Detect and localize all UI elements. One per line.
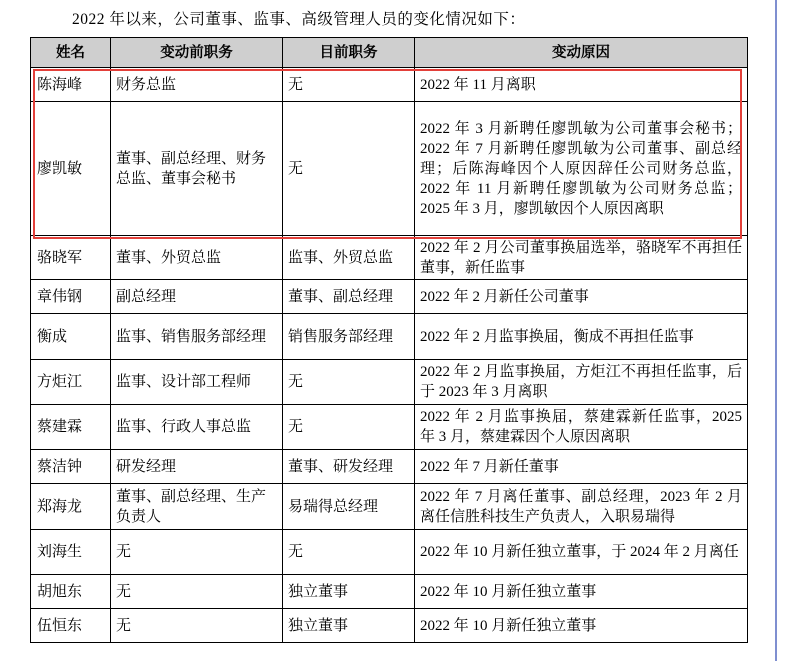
cell-name: 蔡建霖 [31,405,111,450]
table-row [31,360,748,405]
cell-current: 无 [283,360,415,405]
cell-name: 骆晓军 [31,236,111,280]
cell-current: 销售服务部经理 [283,314,415,360]
table-row [31,280,748,314]
cell-current: 易瑞得总经理 [283,484,415,530]
cell-current: 董事、副总经理 [283,280,415,314]
table-row [31,405,748,450]
cell-before: 董事、副总经理、财务总监、董事会秘书 [111,102,283,236]
page-frame-line [775,0,777,661]
cell-name: 刘海生 [31,530,111,575]
personnel-change-table [30,37,748,643]
cell-reason: 2022 年 11 月离职 [415,68,748,102]
cell-name: 廖凯敏 [31,102,111,236]
cell-before: 董事、副总经理、生产负责人 [111,484,283,530]
cell-reason: 2022 年 7 月离任董事、副总经理，2023 年 2 月离任信胜科技生产负责人，入职易瑞得 [415,484,748,530]
cell-before: 研发经理 [111,450,283,484]
cell-before: 监事、销售服务部经理 [111,314,283,360]
intro-text: 2022 年以来，公司董事、监事、高级管理人员的变化情况如下： [72,11,526,28]
cell-current: 董事、研发经理 [283,450,415,484]
cell-before: 无 [111,575,283,609]
cell-before: 监事、行政人事总监 [111,405,283,450]
cell-name: 陈海峰 [31,68,111,102]
cell-reason: 2022 年 10 月新任独立董事 [415,609,748,643]
cell-before: 无 [111,609,283,643]
cell-current: 独立董事 [283,609,415,643]
table-row [31,484,748,530]
header-name: 姓名 [31,38,111,68]
cell-before: 无 [111,530,283,575]
table-row [31,530,748,575]
cell-current: 无 [283,102,415,236]
cell-current: 无 [283,68,415,102]
table-row [31,68,748,102]
table-row [31,314,748,360]
cell-before: 董事、外贸总监 [111,236,283,280]
cell-before: 财务总监 [111,68,283,102]
header-current: 目前职务 [283,38,415,68]
cell-reason: 2022 年 2 月新任公司董事 [415,280,748,314]
cell-name: 伍恒东 [31,609,111,643]
header-before: 变动前职务 [111,38,283,68]
table-header-row [31,38,748,68]
cell-current: 无 [283,405,415,450]
cell-before: 监事、设计部工程师 [111,360,283,405]
cell-reason: 2022 年 2 月监事换届，蔡建霖新任监事，2025 年 3 月，蔡建霖因个人原因离职 [415,405,748,450]
cell-before: 副总经理 [111,280,283,314]
cell-name: 衡成 [31,314,111,360]
cell-reason: 2022 年 7 月新任董事 [415,450,748,484]
cell-name: 蔡洁钟 [31,450,111,484]
cell-name: 方炬江 [31,360,111,405]
header-reason: 变动原因 [415,38,748,68]
table-row [31,609,748,643]
cell-current: 监事、外贸总监 [283,236,415,280]
cell-current: 独立董事 [283,575,415,609]
cell-reason: 2022 年 2 月监事换届，衡成不再担任监事 [415,314,748,360]
cell-current: 无 [283,530,415,575]
cell-reason: 2022 年 10 月新任独立董事，于 2024 年 2 月离任 [415,530,748,575]
cell-name: 章伟钢 [31,280,111,314]
table-row [31,450,748,484]
cell-name: 胡旭东 [31,575,111,609]
table-row [31,575,748,609]
cell-name: 郑海龙 [31,484,111,530]
cell-reason: 2022 年 2 月公司董事换届选举，骆晓军不再担任董事，新任监事 [415,236,748,280]
cell-reason: 2022 年 10 月新任独立董事 [415,575,748,609]
table-row [31,236,748,280]
table-row [31,102,748,236]
cell-reason: 2022 年 3 月新聘任廖凯敏为公司董事会秘书；2022 年 7 月新聘任廖凯敏为公司董事、副总经理；后陈海峰因个人原因辞任公司财务总监，2022 年 11 月新聘任廖凯敏为公司财务总监；2025 年 3 月，廖凯敏因个人原因离职 [415,102,748,236]
cell-reason: 2022 年 2 月监事换届，方炬江不再担任监事，后于 2023 年 3 月离职 [415,360,748,405]
